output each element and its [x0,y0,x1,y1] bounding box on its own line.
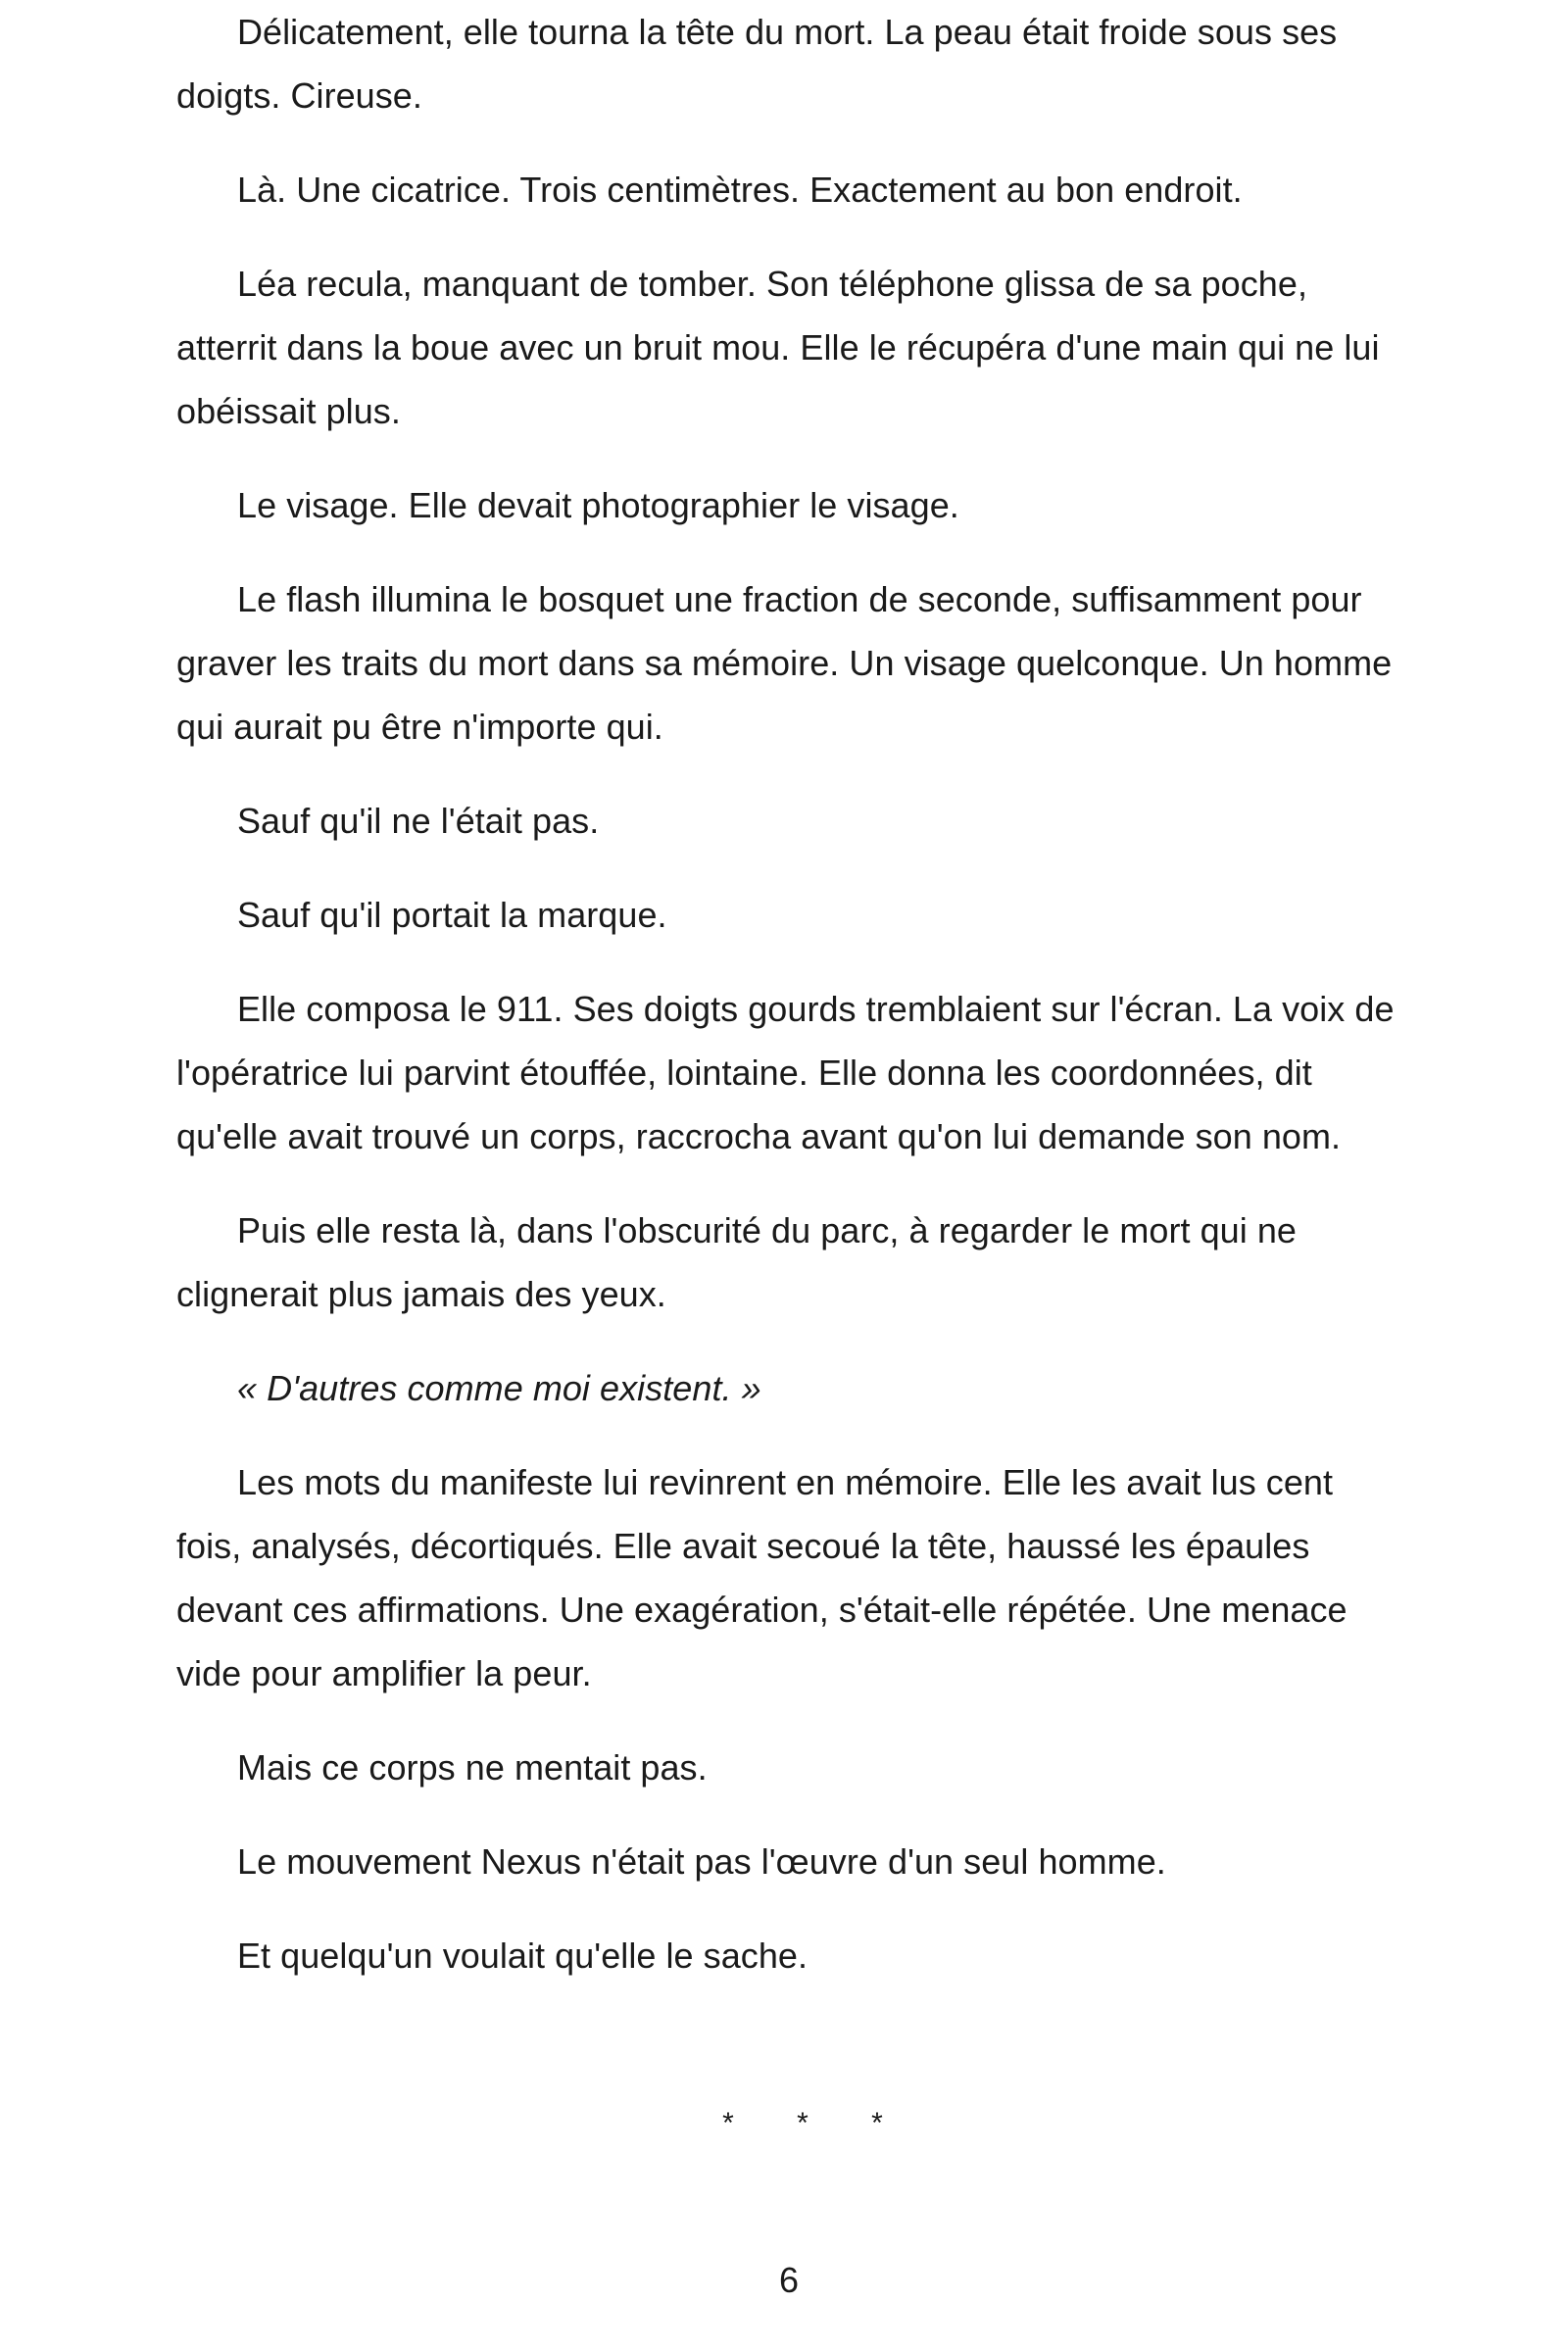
paragraph: Sauf qu'il portait la marque. [237,895,667,935]
paragraph: Délicatement, elle tourna la tête du mort. La peau était froide sous ses doigts. Cireuse. [176,12,1338,116]
paragraph: Le visage. Elle devait photographier le visage. [237,485,959,525]
paragraph: Le flash illumina le bosquet une fraction de seconde, suffisamment pour graver les traits du mort dans sa mémoire. Un visage quelconque. Un homme qui aurait pu être n'importe qui. [176,579,1393,747]
paragraph: Les mots du manifeste lui revinrent en mémoire. Elle les avait lus cent fois, analysés, décortiqués. Elle avait secoué la tête, haussé les épaules devant ces affirmations. Une exagération, s'était-elle répétée. Une menace vide pour amplifier la peur. [176,1462,1348,1693]
body-text [176,0,1401,1987]
section-separator: * * * [722,2107,910,2139]
paragraph: Et quelqu'un voulait qu'elle le sache. [237,1936,808,1976]
quoted-paragraph: « D'autres comme moi existent. » [237,1368,761,1408]
paragraph: Le mouvement Nexus n'était pas l'œuvre d'un seul homme. [237,1841,1166,1882]
page-number: 6 [778,2260,800,2300]
paragraph: Sauf qu'il ne l'était pas. [237,801,600,841]
paragraph: Léa recula, manquant de tomber. Son téléphone glissa de sa poche, atterrit dans la boue avec un bruit mou. Elle le récupéra d'une main qui ne lui obéissait plus. [176,264,1380,431]
paragraph: Elle composa le 911. Ses doigts gourds tremblaient sur l'écran. La voix de l'opératrice lui parvint étouffée, lointaine. Elle donna les coordonnées, dit qu'elle avait trouvé un corps, raccrocha avant qu'on lui demande son nom. [176,989,1395,1156]
paragraph: Puis elle resta là, dans l'obscurité du parc, à regarder le mort qui ne clignerait plus jamais des yeux. [176,1210,1297,1314]
paragraph: Là. Une cicatrice. Trois centimètres. Exactement au bon endroit. [237,170,1243,210]
paragraph: Mais ce corps ne mentait pas. [237,1747,708,1788]
document-page [176,0,1401,2352]
